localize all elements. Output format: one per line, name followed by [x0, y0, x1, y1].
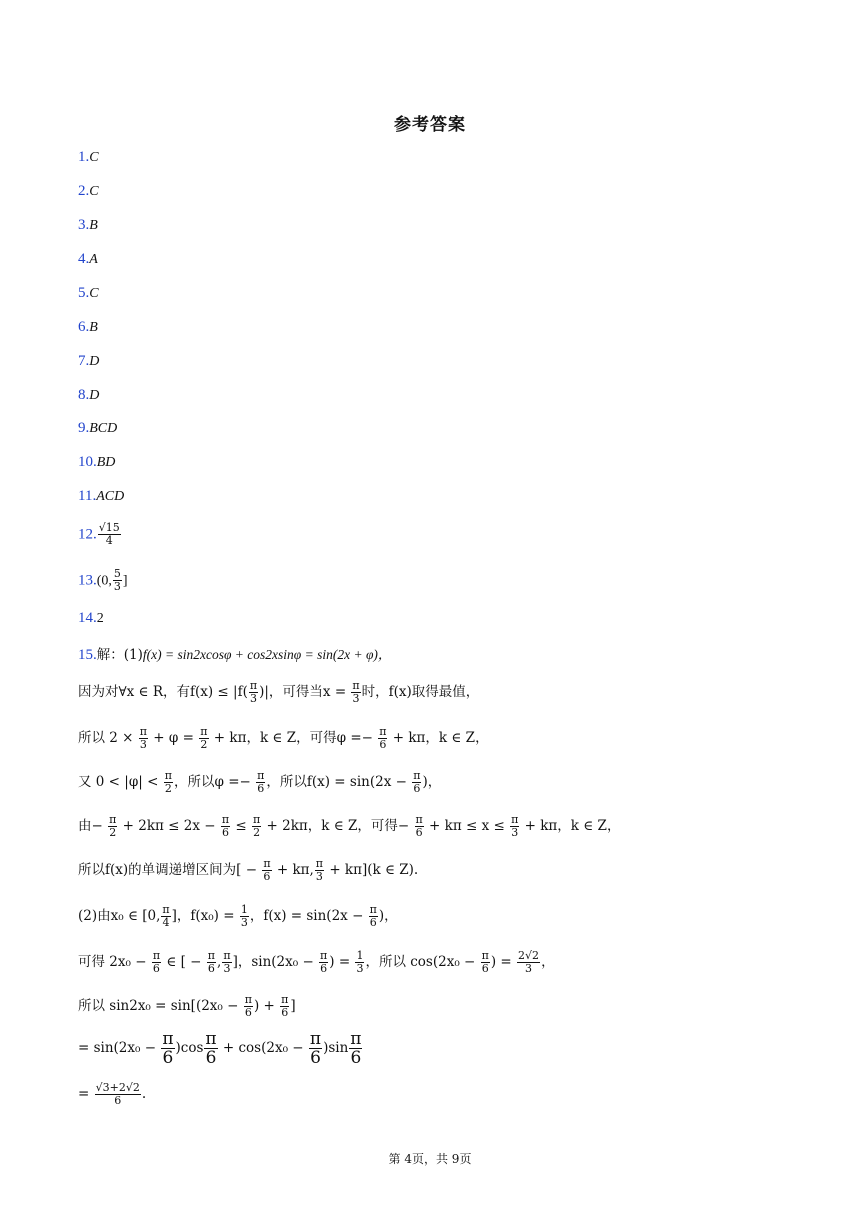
solution-line-2: 因为对∀x ∈ R，有f(x) ≤ |f( $\frac{\pi}{3}$ )|，可得当x = $\frac{\pi}{3}$ 时，f(x)取得最值， — [78, 679, 480, 705]
answer-9 — [78, 418, 117, 439]
solution-line-3: 所以 2 × $\frac{\pi}{3}$ + φ = $\frac{\pi}{2}$ + kπ，k ∈ Z，可得φ =− $\frac{\pi}{6}$ + kπ，k ∈ Z， — [78, 725, 489, 751]
answer-value: D — [89, 354, 100, 369]
answer-10 — [78, 452, 115, 473]
answer-5 — [78, 283, 99, 304]
answer-4 — [78, 249, 98, 270]
answer-value: C — [89, 184, 99, 199]
solution-line-7: (2)由x₀ ∈ [0, $\frac{\pi}{4}$ ]，f(x₀) = $\frac{1}{3}$ ，f(x) = sin(2x − $\frac{\pi}{6}$ )， — [78, 903, 398, 929]
solution-line-5: 由− $\frac{\pi}{2}$ + 2kπ ≤ 2x − $\frac{\pi}{6}$ ≤ $\frac{\pi}{2}$ + 2kπ，k ∈ Z，可得− $\frac{\pi}{6}$ + kπ ≤ x ≤ $\frac{\pi}{3}$ + kπ，k ∈ Z， — [78, 813, 621, 839]
answer-number: 14. — [78, 610, 97, 626]
answer-number: 10. — [78, 454, 97, 470]
answer-value: A — [89, 252, 98, 267]
answer-number: 15. — [78, 647, 97, 663]
answer-fraction: $\frac{5}{3}$ — [113, 567, 121, 593]
page-footer: 第 4页，共 9页 — [388, 1152, 472, 1166]
solution-line-1: 15.解：(1)f(x) = sin2xcosφ + cos2xsinφ = sin(2x + φ)， — [78, 647, 392, 663]
answer-value: C — [89, 150, 99, 165]
answer-number: 12. — [78, 526, 97, 543]
answer-number: 9. — [78, 420, 90, 436]
answer-number: 4. — [78, 251, 90, 267]
solution-line-11: = $\frac{√3+2√2}{6}$ . — [78, 1081, 147, 1107]
answer-11 — [78, 486, 124, 507]
solution-line-9: 所以 sin2x₀ = sin[(2x₀ − $\frac{\pi}{6}$ ) + $\frac{\pi}{6}$ ] — [78, 993, 296, 1019]
answer-number: 1. — [78, 149, 90, 165]
solution-line-6: 所以f(x)的单调递增区间为[ − $\frac{\pi}{6}$ + kπ, $\frac{\pi}{3}$ + kπ](k ∈ Z). — [78, 857, 419, 883]
solution-line-8: 可得 2x₀ − $\frac{\pi}{6}$ ∈ [ − $\frac{\pi}{6}$ , $\frac{\pi}{3}$ ]，sin(2x₀ − $\frac{\pi}{6}$ ) = $\frac{1}{3}$ ，所以 cos(2x₀ − $\frac{\pi}{6}$ ) = $\frac{2√2}{3}$ ， — [78, 949, 555, 975]
answer-value: D — [89, 388, 100, 403]
answer-12 — [78, 522, 122, 547]
answer-6 — [78, 317, 98, 338]
answer-number: 6. — [78, 319, 90, 335]
answer-value: C — [89, 286, 99, 301]
answer-number: 13. — [78, 572, 97, 589]
answer-7 — [78, 351, 99, 372]
answer-number: 8. — [78, 387, 90, 403]
answer-number: 3. — [78, 217, 90, 233]
answer-value: BD — [96, 455, 116, 470]
answer-8 — [78, 385, 99, 406]
answer-number: 2. — [78, 183, 90, 199]
answer-14: 14.2 — [78, 610, 104, 626]
solution-line-10: = sin(2x₀ − $\frac{\pi}{6}$ )cos $\frac{\pi}{6}$ + cos(2x₀ − $\frac{\pi}{6}$ )sin $\frac{\pi}{6}$ — [78, 1029, 362, 1068]
answer-value: B — [89, 218, 98, 233]
answer-fraction: $\frac{√15}{4}$ — [98, 521, 120, 547]
solution-line-4: 又 0 < |φ| < $\frac{\pi}{2}$ ，所以φ =− $\frac{\pi}{6}$ ，所以f(x) = sin(2x − $\frac{\pi}{6}$ )， — [78, 769, 442, 795]
page-title: 参考答案 — [394, 115, 466, 135]
answer-number: 5. — [78, 285, 90, 301]
answer-1 — [78, 147, 99, 168]
answer-2 — [78, 181, 99, 202]
answer-value: ACD — [96, 489, 125, 504]
answer-number: 7. — [78, 353, 90, 369]
answer-3 — [78, 215, 98, 236]
answer-number: 11. — [78, 488, 97, 504]
answer-value: B — [89, 320, 98, 335]
answer-value: BCD — [89, 421, 118, 436]
answer-13: 13.(0, $\frac{5}{3}$ ] — [78, 567, 128, 593]
